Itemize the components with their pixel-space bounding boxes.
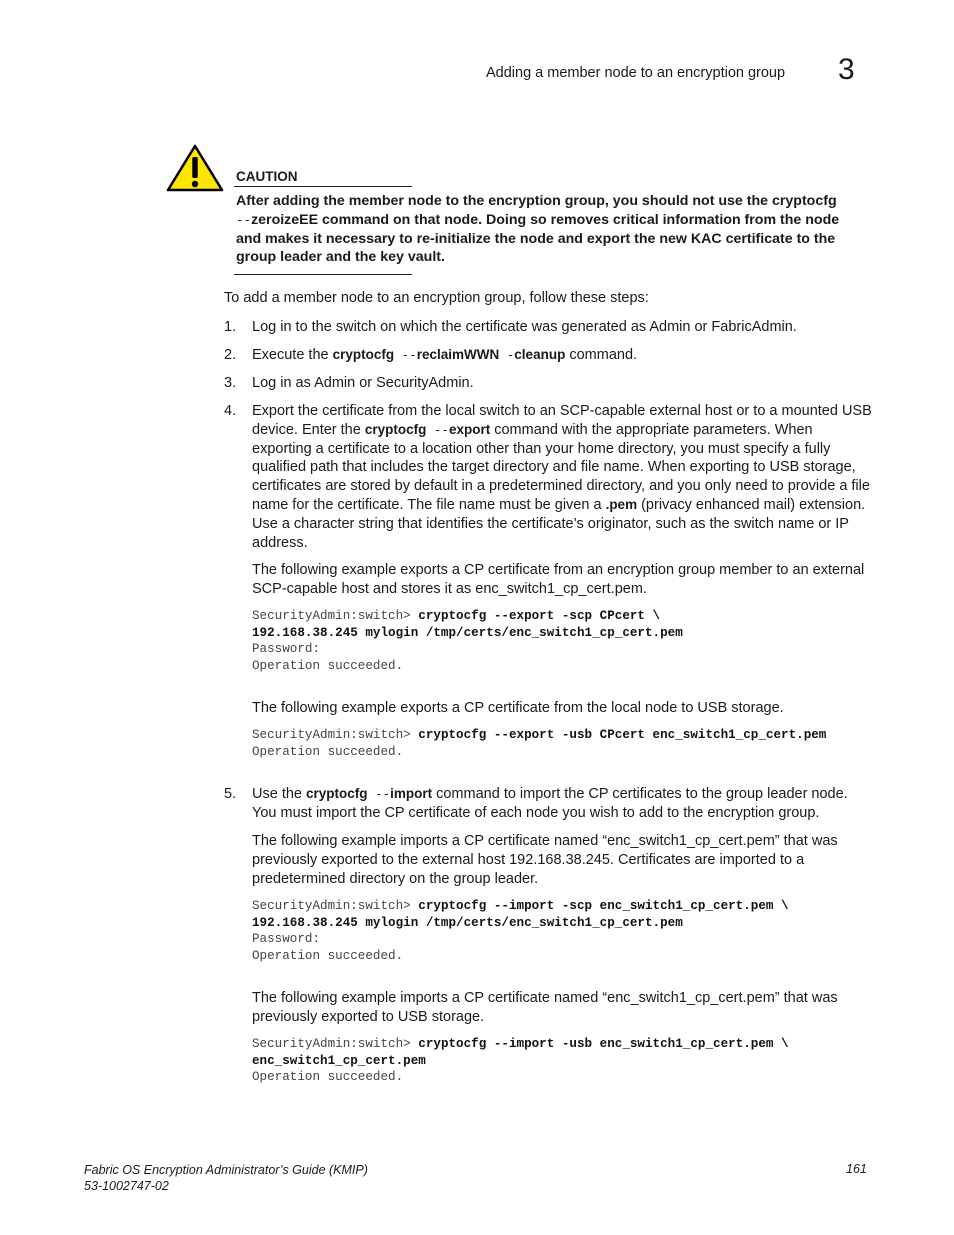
caution-top-rule	[234, 186, 412, 187]
example-intro: The following example imports a CP certificate named “enc_switch1_cp_cert.pem” that was previously exported to USB storage.	[252, 990, 838, 1025]
step-text: Log in to the switch on which the certificate was generated as Admin or FabricAdmin.	[252, 319, 797, 335]
caution-text: After adding the member node to the encryption group, you should not use the cryptocfg --zeroizeEE command on that node. Doing so removes critical information from the node and makes it necessary to re-initialize the node and export the new KAC certificate to the group leader and the key vault.	[236, 193, 840, 266]
steps-intro: To add a member node to an encryption group, follow these steps:	[224, 290, 649, 306]
running-header-title: Adding a member node to an encryption group	[486, 65, 786, 81]
caution-bottom-rule	[234, 274, 412, 275]
step-number: 4.	[224, 403, 237, 419]
page-number: 161	[846, 1162, 867, 1176]
step-number: 5.	[224, 786, 237, 802]
step-text: Execute the cryptocfg --reclaimWWN -cleanup command.	[252, 347, 638, 363]
example-intro: The following example exports a CP certificate from the local node to USB storage.	[252, 700, 784, 716]
example-intro: The following example exports a CP certificate from an encryption group member to an external SCP-capable host and stores it as enc_switch1_cp_cert.pem.	[252, 562, 865, 597]
code-block: SecurityAdmin:switch> cryptocfg --import -usb enc_switch1_cp_cert.pem \ enc_switch1_cp_cert.pem Operation succeeded.	[252, 1037, 789, 1084]
step-number: 1.	[224, 319, 237, 335]
step-text: Log in as Admin or SecurityAdmin.	[252, 375, 474, 391]
code-block: SecurityAdmin:switch> cryptocfg --import -scp enc_switch1_cp_cert.pem \ 192.168.38.245 mylogin /tmp/certs/enc_switch1_cp_cert.pem Password: Operation succeeded.	[252, 899, 789, 963]
footer-doc-number: 53-1002747-02	[84, 1179, 169, 1193]
caution-heading: CAUTION	[236, 169, 298, 184]
example-intro: The following example imports a CP certificate named “enc_switch1_cp_cert.pem” that was previously exported to the external host 192.168.38.245. Certificates are imported to a predetermined directory on the group leader.	[252, 833, 838, 887]
chapter-number: 3	[838, 53, 855, 86]
warning-triangle-icon	[166, 144, 224, 192]
step-number: 3.	[224, 375, 237, 391]
step-text: Export the certificate from the local switch to an SCP-capable external host or to a mounted USB device. Enter the cryptocfg --export command with the appropriate parameters. When exporting a certificate to a location other than your home directory, you must specify a fully qualified path that includes the target directory and file name. When exporting to USB storage, certificates are stored by default in a predetermined directory, and you only need to provide a file name for the certificate. The file name must be given a .pem (privacy enhanced mail) extension. Use a character string that identifies the certificate’s originator, such as the switch name or IP address.	[252, 403, 872, 551]
code-block: SecurityAdmin:switch> cryptocfg --export -usb CPcert enc_switch1_cp_cert.pem Operation succeeded.	[252, 728, 827, 759]
step-text: Use the cryptocfg --import command to import the CP certificates to the group leader node. You must import the CP certificate of each node you wish to add to the encryption group.	[252, 786, 848, 821]
step-number: 2.	[224, 347, 237, 363]
footer-book-title: Fabric OS Encryption Administrator’s Guide (KMIP)	[84, 1163, 368, 1177]
code-block: SecurityAdmin:switch> cryptocfg --export -scp CPcert \ 192.168.38.245 mylogin /tmp/certs/enc_switch1_cp_cert.pem Password: Operation succeeded.	[252, 609, 683, 673]
